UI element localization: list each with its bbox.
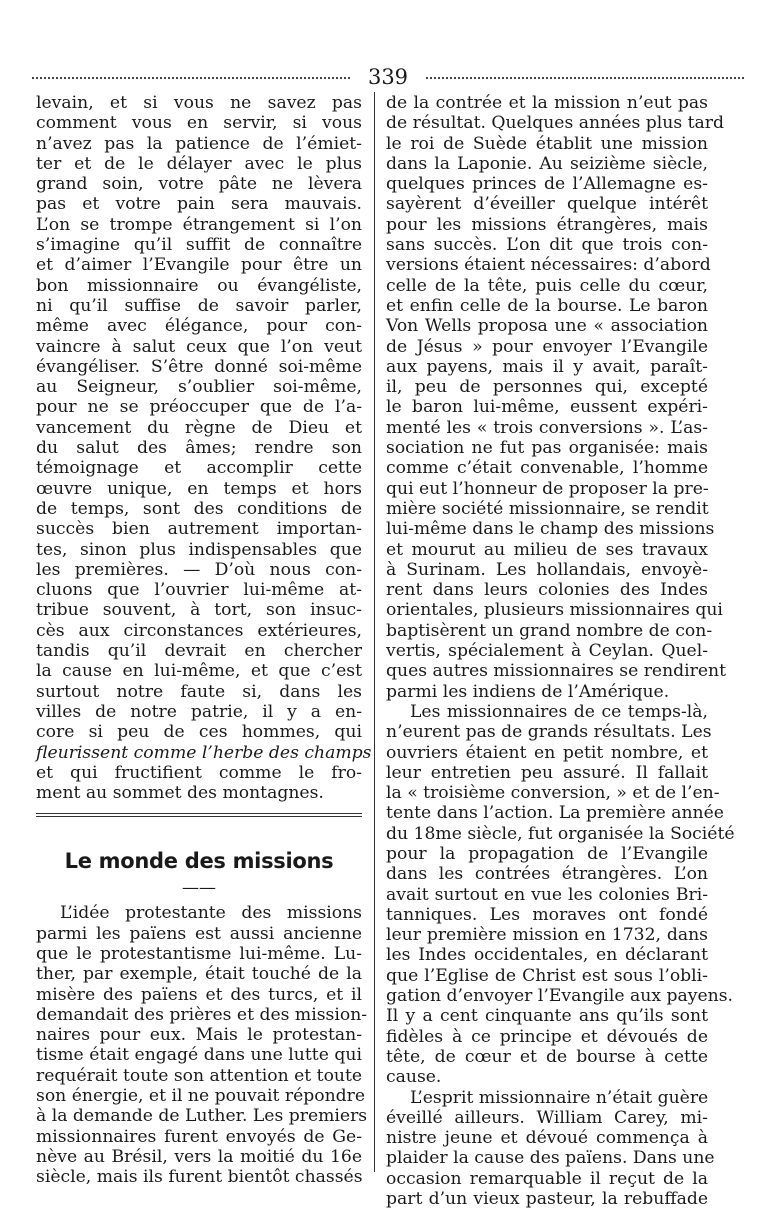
text-line: œuvre unique, en temps et hors — [36, 478, 362, 499]
text-line: surtout notre faute si, dans les — [36, 681, 362, 702]
title-dash: —— — [182, 878, 216, 899]
text-line: tente dans l’action. La première année — [386, 803, 724, 824]
text-line: de temps, sont des conditions de — [36, 498, 362, 519]
text-line: tandis qu’il devrait en chercher — [36, 641, 362, 662]
text-line: Les missionnaires de ce temps-là, — [410, 701, 708, 722]
text-line: pour ne se préoccuper que de l’a- — [36, 397, 362, 418]
text-line: n’avez pas la patience de l’émiet- — [36, 133, 362, 154]
text-line: tisme était engagé dans une lutte qui — [36, 1045, 362, 1066]
text-line: L’on se trompe étrangement si l’on — [36, 214, 362, 235]
text-line: comment vous en servir, si vous — [36, 113, 362, 134]
text-line: parmi les païens est aussi ancienne — [36, 923, 362, 944]
text-line: tanniques. Les moraves ont fondé — [386, 904, 708, 925]
column-divider — [374, 92, 375, 1172]
text-line: que le protestantisme lui-même. Lu- — [36, 943, 362, 964]
text-line: siècle, mais ils furent bientôt chassés — [36, 1167, 363, 1188]
text-line: de Jésus » pour envoyer l’Evangile — [386, 336, 708, 357]
text-line: tribue souvent, à tort, son insuc- — [36, 600, 362, 621]
text-line: s’imagine qu’il suffit de connaître — [36, 235, 362, 256]
text-line: avait surtout en vue les colonies Bri- — [386, 884, 708, 905]
text-line: et enfin celle de la bourse. Le baron — [386, 295, 708, 316]
text-line: vertis, spécialement à Ceylan. Quel- — [386, 641, 708, 662]
header-rule-right — [426, 77, 744, 79]
text-line: les Indes occidentales, en déclarant — [386, 945, 708, 966]
text-line: ouvriers étaient en petit nombre, et — [386, 742, 708, 763]
text-line: parmi les indiens de l’Amérique. — [386, 681, 670, 702]
text-line: baptisèrent un grand nombre de con- — [386, 620, 713, 641]
text-line: et d’aimer l’Evangile pour être un — [36, 255, 362, 276]
text-line: villes de notre patrie, il y a en- — [36, 701, 362, 722]
page-number: 339 — [367, 65, 409, 89]
text-line: ther, par exemple, était touché de la — [36, 964, 362, 985]
text-line: ques autres missionnaires se rendirent — [386, 661, 727, 682]
text-line: le roi de Suède établit une mission — [386, 133, 708, 154]
left-paragraph-end — [36, 763, 362, 804]
header-rule-left — [32, 77, 350, 79]
text-line: pour la propagation de l’Evangile — [386, 843, 708, 864]
text-line: témoignage et accomplir cette — [36, 458, 362, 479]
text-line: les premières. — D’où nous con- — [36, 559, 362, 580]
text-line: celle de la tête, puis celle du cœur, — [386, 275, 708, 296]
text-line: tête, de cœur et de bourse à cette — [386, 1046, 708, 1067]
text-line: éveillé ailleurs. William Carey, mi- — [386, 1107, 708, 1128]
text-line: la cause en lui-même, et que c’est — [36, 661, 362, 682]
text-line: grand soin, votre pâte ne lèvera — [36, 174, 362, 195]
text-line: core si peu de ces hommes, qui — [36, 722, 362, 743]
text-line: pas et votre pain sera mauvais. — [36, 194, 362, 215]
text-line: naires pour eux. Mais le protestan- — [36, 1025, 362, 1046]
left-column — [36, 93, 372, 1188]
text-line: requérait toute son attention et toute — [36, 1065, 363, 1086]
text-line: n’eurent pas de grands résultats. Les — [386, 722, 712, 743]
text-line: plaider la cause des païens. Dans une — [386, 1148, 715, 1169]
text-line: tes, sinon plus indispensables que — [36, 539, 362, 560]
right-paragraph-2 — [386, 701, 735, 1088]
right-paragraph-1 — [386, 93, 727, 702]
text-line: vaincre à salut ceux que l’on veut — [36, 336, 362, 357]
text-line: ter et de le délayer avec le plus — [36, 153, 362, 174]
text-line: bon missionnaire ou évangéliste, — [36, 275, 362, 296]
text-line: et qui fructifient comme le fro- — [36, 762, 362, 783]
text-line: L’esprit missionnaire n’était guère — [410, 1087, 709, 1108]
text-line: L’idée protestante des missions — [60, 903, 362, 924]
text-line: fleurissent comme l’herbe des champs — [36, 742, 372, 763]
page-header — [32, 64, 744, 90]
text-line: du salut des âmes; rendre son — [36, 438, 362, 459]
text-line: quelques princes de l’Allemagne es- — [386, 174, 708, 195]
text-line: que l’Eglise de Christ est sous l’obli- — [386, 965, 708, 986]
text-line: qui eut l’honneur de proposer la pre- — [386, 478, 709, 499]
text-line: levain, et si vous ne savez pas — [36, 93, 362, 113]
text-line: ment au sommet des montagnes. — [36, 783, 324, 804]
text-line: succès bien autrement importan- — [36, 519, 362, 540]
section-paragraph — [36, 903, 368, 1188]
text-line: misère des païens et des turcs, et il — [36, 984, 362, 1005]
text-line: son énergie, et il ne pouvait répondre — [36, 1086, 366, 1107]
text-line: cause. — [386, 1067, 442, 1088]
text-line: de résultat. Quelques années plus tard — [386, 113, 724, 134]
text-line: mière société missionnaire, se rendit — [386, 498, 709, 519]
text-line: leur première mission en 1732, dans — [386, 925, 708, 946]
text-line: orientales, plusieurs missionnaires qui — [386, 600, 723, 621]
text-line: même avec élégance, pour con- — [36, 316, 362, 337]
left-paragraph — [36, 93, 362, 743]
text-line: le baron lui-même, eussent expéri- — [386, 397, 708, 418]
text-line: part d’un vieux pasteur, la rebuffade — [386, 1189, 708, 1210]
text-line: du 18me siècle, fut organisée la Société — [386, 823, 735, 844]
text-line: sans succès. L’on dit que trois con- — [386, 235, 708, 256]
right-column — [386, 93, 735, 1210]
text-line: la « troisième conversion, » et de l’en- — [386, 783, 720, 804]
text-line: leur entretien peu assuré. Il fallait — [386, 762, 708, 783]
text-line: missionnaires furent envoyés de Ge- — [36, 1126, 362, 1147]
right-paragraph-3 — [386, 1087, 715, 1210]
text-line: demandait des prières et des mission- — [36, 1004, 368, 1025]
text-line: cluons que l’ouvrier lui-même at- — [36, 580, 362, 601]
text-line: fidèles à ce principe et dévoués de — [386, 1026, 708, 1047]
text-line: cès aux circonstances extérieures, — [36, 620, 362, 641]
text-line: nistre jeune et dévoué commença à — [386, 1128, 708, 1149]
text-line: de la contrée et la mission n’eut pas — [386, 93, 708, 113]
text-line: sociation ne fut pas organisée: mais — [386, 438, 708, 459]
text-line: Il y a cent cinquante ans qu’ils sont — [386, 1006, 708, 1027]
section-separator — [36, 813, 362, 817]
text-line: aux payens, mais il y avait, paraît- — [386, 356, 708, 377]
text-line: évangéliser. S’être donné soi-même — [36, 356, 362, 377]
text-line: à la demande de Luther. Les premiers — [36, 1106, 368, 1127]
text-line: au Seigneur, s’oublier soi-même, — [36, 377, 362, 398]
text-line: menté les « trois conversions ». L’as- — [386, 417, 708, 438]
text-line: comme c’était convenable, l’homme — [386, 458, 708, 479]
section-title: Le monde des missions — [64, 849, 334, 874]
text-line: Von Wells proposa une « association — [386, 316, 708, 337]
text-line: nève au Brésil, vers la moitié du 16e — [36, 1146, 362, 1167]
text-line: gation d’envoyer l’Evangile aux payens. — [386, 986, 733, 1007]
text-line: lui-même dans le champ des missions — [386, 519, 715, 540]
text-line: occasion remarquable il reçut de la — [386, 1168, 708, 1189]
text-line: et mourut au milieu de ses travaux — [386, 539, 708, 560]
text-line: sayèrent d’éveiller quelque intérêt — [386, 194, 708, 215]
text-line: dans la Laponie. Au seizième siècle, — [386, 153, 708, 174]
text-line: à Surinam. Les hollandais, envoyè- — [386, 559, 708, 580]
text-line: il, peu de personnes qui, excepté — [386, 377, 708, 398]
text-line: dans les contrées étrangères. L’on — [386, 864, 708, 885]
text-line: rent dans leurs colonies des Indes — [386, 580, 708, 601]
text-line: versions étaient nécessaires: d’abord — [386, 255, 711, 276]
text-line: ni qu’il suffise de savoir parler, — [36, 295, 362, 316]
text-line: vancement du règne de Dieu et — [36, 417, 362, 438]
text-line: pour les missions étrangères, mais — [386, 214, 708, 235]
